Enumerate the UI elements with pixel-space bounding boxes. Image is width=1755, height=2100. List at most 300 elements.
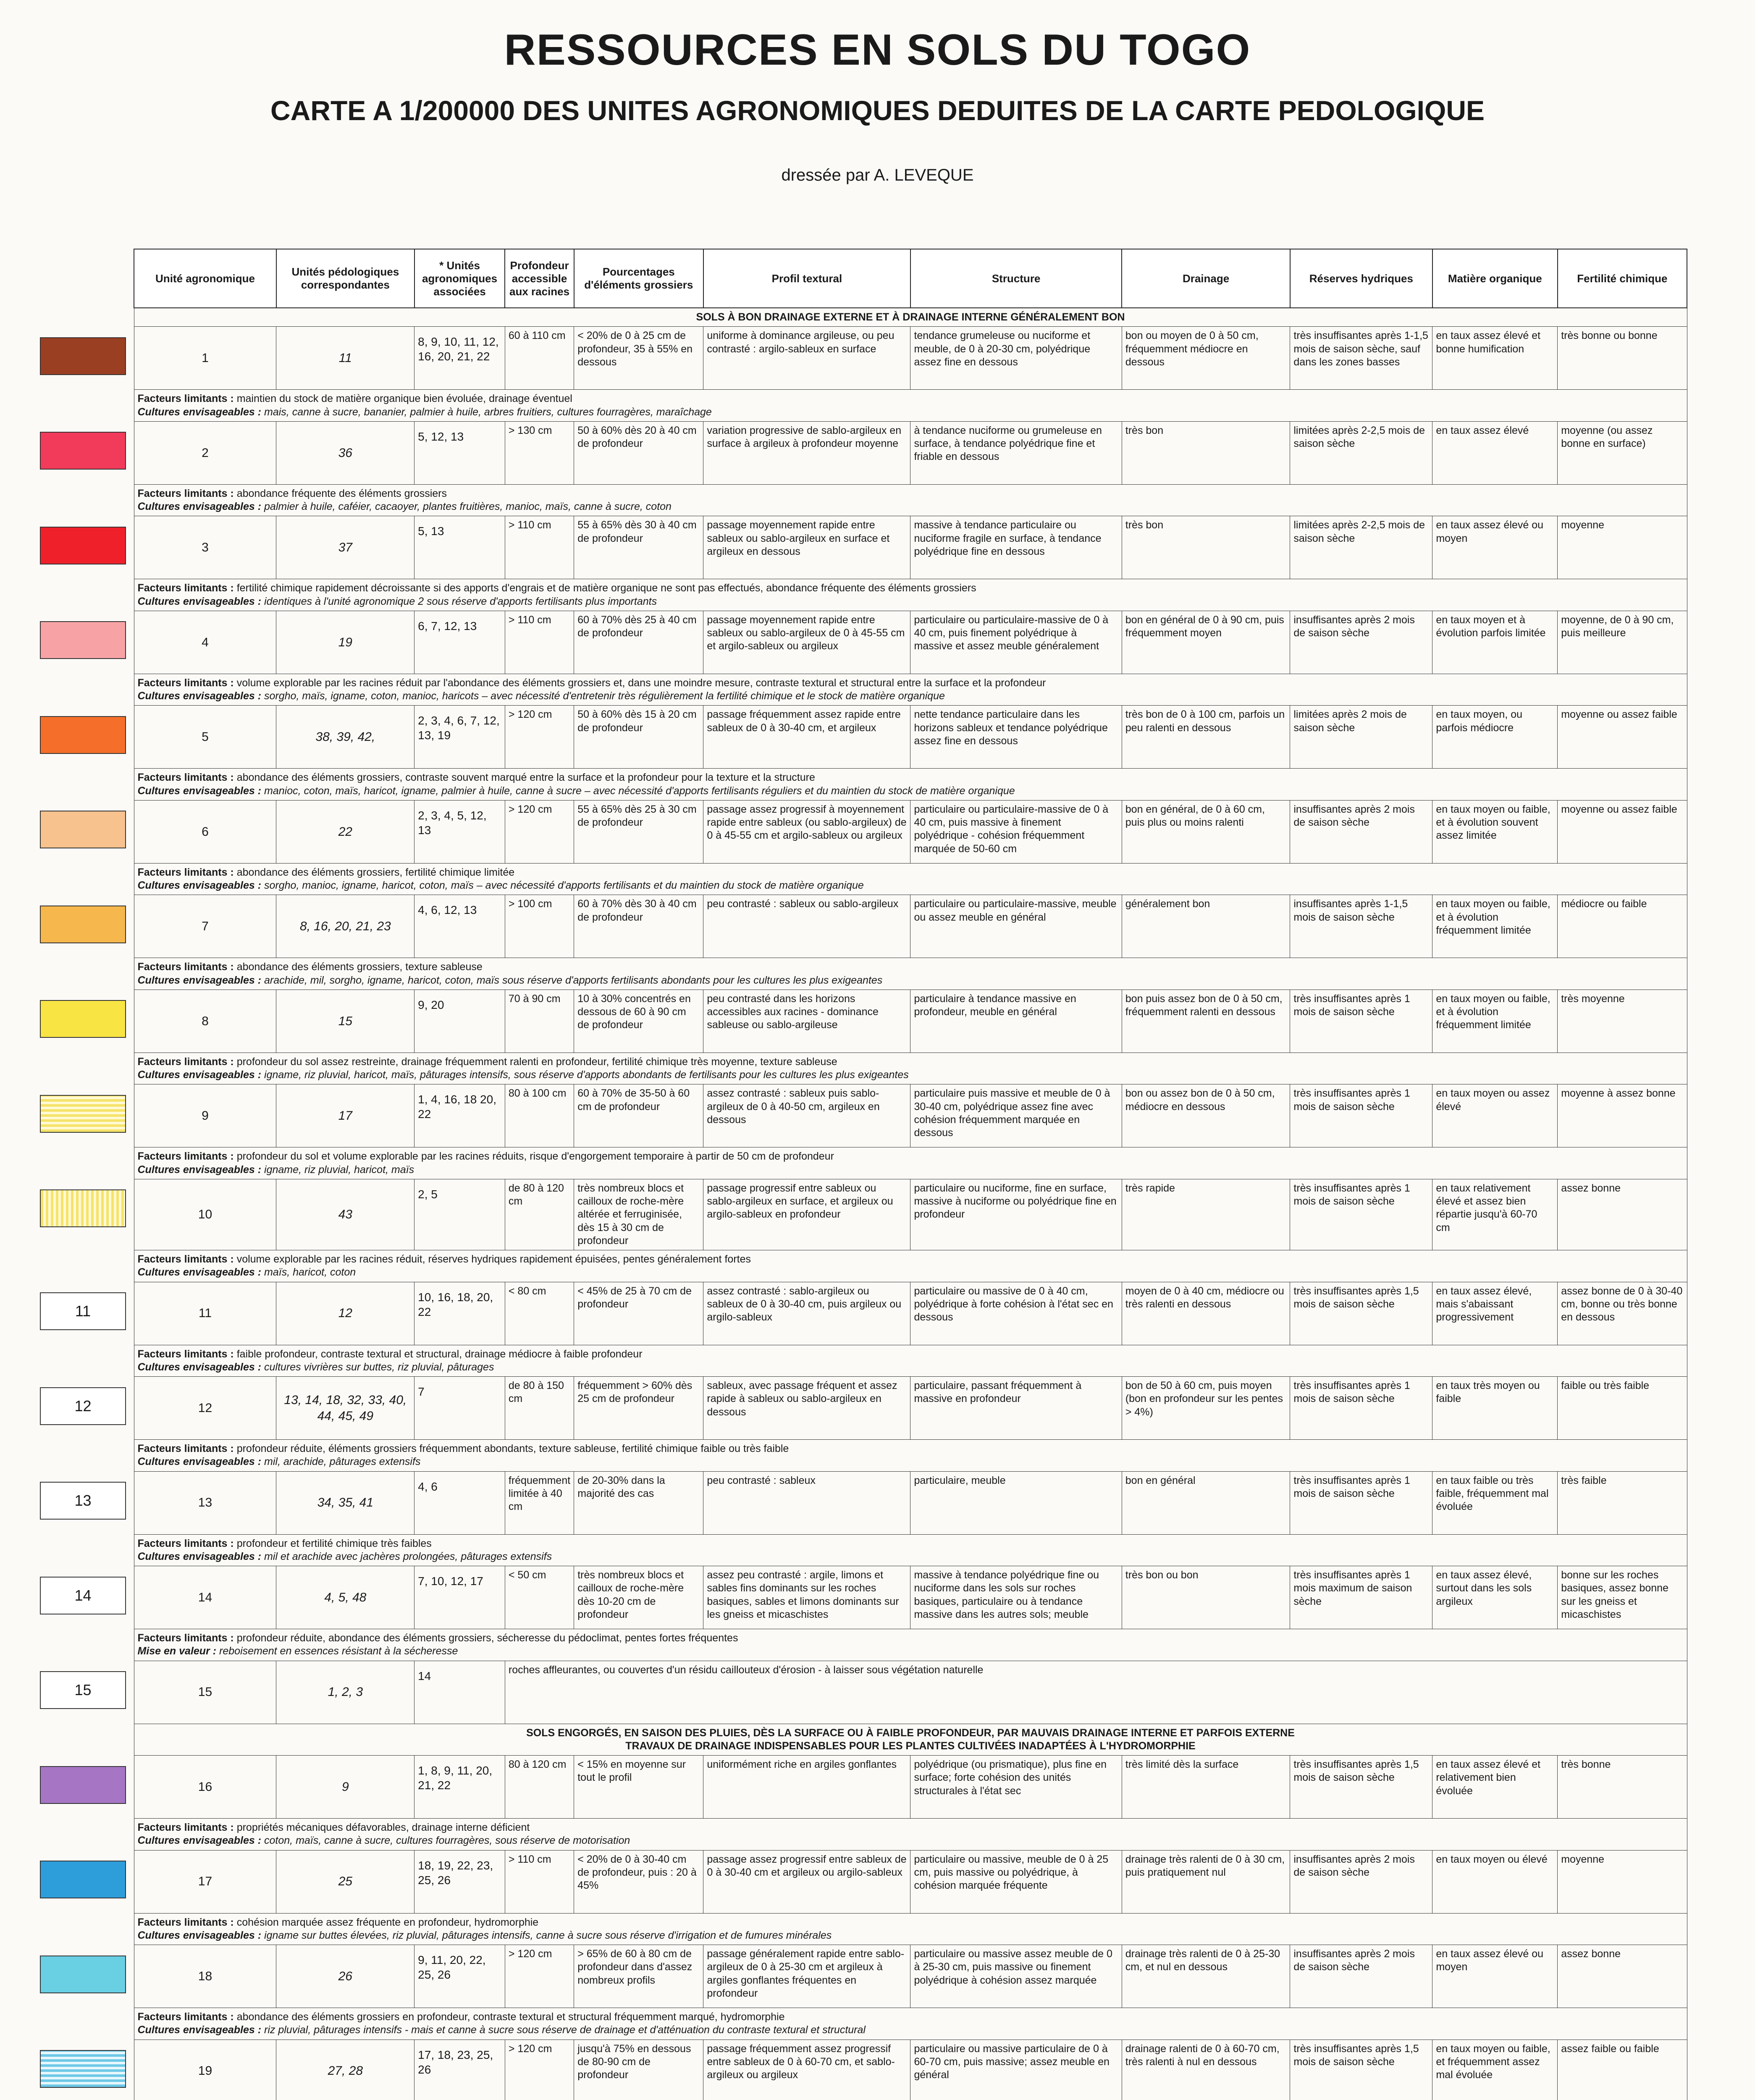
limiting-factors-cell xyxy=(134,2008,1687,2040)
associated-units: 14 xyxy=(414,1661,505,1724)
legend-swatch xyxy=(40,527,126,564)
organic-matter: en taux très moyen ou faible xyxy=(1432,1377,1558,1440)
limiting-factors-row xyxy=(134,1913,1687,1945)
column-header: Profil textural xyxy=(703,249,910,308)
column-header: Fertilité chimique xyxy=(1558,249,1687,308)
facteurs-label: Facteurs limitants : xyxy=(137,1150,234,1163)
cultures-label: Cultures envisageables : xyxy=(137,1163,262,1176)
legend-box-label: 12 xyxy=(74,1397,92,1415)
limiting-factors-cell xyxy=(134,1629,1687,1661)
textural-profile: peu contrasté dans les horizons accessibles aux racines - dominance sableuse ou sablo-argileuse xyxy=(703,990,910,1053)
textural-profile: sableux, avec passage fréquent et assez rapide à sableux ou sablo-argileux en dessous xyxy=(703,1377,910,1440)
structure: particulaire ou massive, meuble de 0 à 25 cm, puis massive ou polyédrique, à cohésion marquée fréquente xyxy=(910,1850,1122,1913)
limiting-factors-cell xyxy=(134,1913,1687,1945)
limiting-factors-row xyxy=(134,1629,1687,1661)
water-reserves: limitées après 2-2,5 mois de saison sèche xyxy=(1290,421,1432,484)
root-depth: > 110 cm xyxy=(505,1850,574,1913)
cultures-label: Cultures envisageables : xyxy=(137,1929,262,1941)
unit-number: 5 xyxy=(134,706,276,769)
unit-number: 10 xyxy=(134,1179,276,1250)
coarse-elements: < 20% de 0 à 30-40 cm de profondeur, puis : 20 à 45% xyxy=(574,1850,703,1913)
organic-matter: en taux assez élevé ou moyen xyxy=(1432,516,1558,579)
facteurs-label: Facteurs limitants : xyxy=(137,393,234,405)
limiting-factors-row xyxy=(134,390,1687,422)
facteurs-text: propriétés mécaniques défavorables, drainage interne déficient xyxy=(236,1822,530,1833)
legend-swatch xyxy=(40,1482,126,1520)
water-reserves: insuffisantes après 2 mois de saison sèche xyxy=(1290,1850,1432,1913)
legend-swatch xyxy=(40,811,126,848)
structure: particulaire ou particulaire-massive, meuble ou assez meuble en général xyxy=(910,895,1122,958)
drainage: très limité dès la surface xyxy=(1122,1756,1290,1819)
facteurs-text: abondance des éléments grossiers en profondeur, contraste textural et structural fréquemment marqué, hydromorphie xyxy=(236,2011,785,2023)
cultures-text: maïs, haricot, coton xyxy=(264,1266,356,1278)
facteurs-text: cohésion marquée assez fréquente en profondeur, hydromorphie xyxy=(236,1916,539,1928)
table-row xyxy=(134,706,1687,769)
associated-units: 9, 11, 20, 22, 25, 26 xyxy=(414,1945,505,2008)
water-reserves: insuffisantes après 2 mois de saison sèche xyxy=(1290,611,1432,674)
associated-units: 9, 20 xyxy=(414,990,505,1053)
mise-label: Mise en valeur : xyxy=(137,1645,217,1657)
facteurs-label: Facteurs limitants : xyxy=(137,487,234,499)
facteurs-label: Facteurs limitants : xyxy=(137,677,234,689)
root-depth: > 110 cm xyxy=(505,611,574,674)
organic-matter: en taux moyen ou faible, et à évolution souvent assez limitée xyxy=(1432,800,1558,863)
limiting-factors-row xyxy=(134,863,1687,895)
cultures-text: igname, riz pluvial, haricot, maïs xyxy=(264,1163,414,1176)
cultures-label: Cultures envisageables : xyxy=(137,879,262,891)
map-subtitle: CARTE A 1/200000 DES UNITES AGRONOMIQUES DEDUITES DE LA CARTE PEDOLOGIQUE xyxy=(270,95,1485,126)
limiting-factors-cell xyxy=(134,1345,1687,1377)
chemical-fertility: moyenne ou assez faible xyxy=(1558,706,1687,769)
organic-matter: en taux moyen ou assez élevé xyxy=(1432,1084,1558,1147)
table-row xyxy=(134,1471,1687,1534)
organic-matter: en taux assez élevé, mais s'abaissant progressivement xyxy=(1432,1282,1558,1345)
table-row xyxy=(134,800,1687,863)
water-reserves: très insuffisantes après 1 mois maximum de saison sèche xyxy=(1290,1566,1432,1629)
water-reserves: très insuffisantes après 1 mois de saison sèche xyxy=(1290,1377,1432,1440)
table-row xyxy=(134,1179,1687,1250)
limiting-factors-row xyxy=(134,1147,1687,1179)
facteurs-label: Facteurs limitants : xyxy=(137,772,234,784)
pedological-units: 27, 28 xyxy=(276,2040,414,2100)
pedological-units: 37 xyxy=(276,516,414,579)
table-row xyxy=(134,516,1687,579)
pedological-units: 43 xyxy=(276,1179,414,1250)
textural-profile: passage assez progressif à moyennement rapide entre sableux (ou sablo-argileux) de 0 à 45-55 cm et argilo-sableux ou argileux xyxy=(703,800,910,863)
table-row xyxy=(134,1566,1687,1629)
column-header: Matière organique xyxy=(1432,249,1558,308)
textural-profile: passage fréquemment assez rapide entre sableux de 0 à 30-40 cm, et argileux xyxy=(703,706,910,769)
associated-units: 17, 18, 23, 25, 26 xyxy=(414,2040,505,2100)
limiting-factors-row xyxy=(134,1534,1687,1566)
textural-profile: assez peu contrasté : argile, limons et sables fins dominants sur les roches basiques, sables et limons dominants sur les gneiss et micaschistes xyxy=(703,1566,910,1629)
coarse-elements: 10 à 30% concentrés en dessous de 60 à 90 cm de profondeur xyxy=(574,990,703,1053)
cultures-text: palmier à huile, caféier, cacaoyer, plantes fruitières, manioc, maïs, canne à sucre, coton xyxy=(264,501,672,512)
water-reserves: insuffisantes après 2 mois de saison sèche xyxy=(1290,1945,1432,2008)
cultures-text: sorgho, manioc, igname, haricot, coton, maïs – avec nécessité d'apports fertilisants et du maintien du stock de matière organique xyxy=(264,879,864,891)
facteurs-text: profondeur du sol assez restreinte, drainage fréquemment ralenti en profondeur, fertilité chimique très moyenne, texture sableuse xyxy=(236,1055,837,1068)
associated-units: 18, 19, 22, 23, 25, 26 xyxy=(414,1850,505,1913)
drainage: bon de 50 à 60 cm, puis moyen (bon en profondeur sur les pentes > 4%) xyxy=(1122,1377,1290,1440)
water-reserves: insuffisantes après 2 mois de saison sèche xyxy=(1290,800,1432,863)
root-depth: 70 à 90 cm xyxy=(505,990,574,1053)
pedological-units: 13, 14, 18, 32, 33, 40, 44, 45, 49 xyxy=(276,1377,414,1440)
pedological-units: 4, 5, 48 xyxy=(276,1566,414,1629)
table-row xyxy=(134,611,1687,674)
limiting-factors-cell xyxy=(134,1053,1687,1084)
root-depth: > 130 cm xyxy=(505,421,574,484)
water-reserves: très insuffisantes après 1,5 mois de saison sèche xyxy=(1290,1756,1432,1819)
structure: tendance grumeleuse ou nuciforme et meuble, de 0 à 20-30 cm, polyédrique assez fine en dessous xyxy=(910,327,1122,390)
textural-profile: peu contrasté : sableux ou sablo-argileux xyxy=(703,895,910,958)
drainage: très bon xyxy=(1122,516,1290,579)
table-row xyxy=(134,421,1687,484)
root-depth: de 80 à 150 cm xyxy=(505,1377,574,1440)
drainage: très bon xyxy=(1122,421,1290,484)
drainage: bon en général de 0 à 90 cm, puis fréquemment moyen xyxy=(1122,611,1290,674)
textural-profile: passage progressif entre sableux ou sablo-argileux en surface, et argileux ou argilo-sableux en profondeur xyxy=(703,1179,910,1250)
legend-swatch xyxy=(40,337,126,375)
coarse-elements: 60 à 70% de 35-50 à 60 cm de profondeur xyxy=(574,1084,703,1147)
water-reserves: très insuffisantes après 1,5 mois de saison sèche xyxy=(1290,1282,1432,1345)
section-heading-row xyxy=(134,1724,1687,1756)
associated-units: 7 xyxy=(414,1377,505,1440)
drainage: très rapide xyxy=(1122,1179,1290,1250)
drainage: drainage très ralenti de 0 à 25-30 cm, et nul en dessous xyxy=(1122,1945,1290,2008)
limiting-factors-row xyxy=(134,484,1687,516)
legend-swatch xyxy=(40,1766,126,1804)
textural-profile: peu contrasté : sableux xyxy=(703,1471,910,1534)
organic-matter: en taux assez élevé et relativement bien évoluée xyxy=(1432,1756,1558,1819)
coarse-elements: < 15% en moyenne sur tout le profil xyxy=(574,1756,703,1819)
associated-units: 4, 6, 12, 13 xyxy=(414,895,505,958)
limiting-factors-row xyxy=(134,1345,1687,1377)
facteurs-text: abondance des éléments grossiers, fertilité chimique limitée xyxy=(236,866,515,878)
limiting-factors-row xyxy=(134,2008,1687,2040)
section-title: SOLS ENGORGÉS, EN SAISON DES PLUIES, DÈS LA SURFACE OU À FAIBLE PROFONDEUR, PAR MAUVAIS DRAINAGE INTERNE ET PARFOIS EXTERNE xyxy=(526,1727,1295,1739)
chemical-fertility: assez faible ou faible xyxy=(1558,2040,1687,2100)
pedological-units: 17 xyxy=(276,1084,414,1147)
root-depth: < 50 cm xyxy=(505,1566,574,1629)
section-heading xyxy=(134,308,1687,327)
structure: massive à tendance polyédrique fine ou nuciforme dans les sols sur roches basiques, particulaire ou à tendance massive dans les autres sols; meuble xyxy=(910,1566,1122,1629)
structure: particulaire ou massive assez meuble de 0 à 25-30 cm, puis massive ou finement polyédrique à cohésion assez marquée xyxy=(910,1945,1122,2008)
structure: particulaire, passant fréquemment à massive en profondeur xyxy=(910,1377,1122,1440)
root-depth: 80 à 120 cm xyxy=(505,1756,574,1819)
unit-number: 6 xyxy=(134,800,276,863)
cultures-text: riz pluvial, pâturages intensifs - mais et canne à sucre sous réserve de drainage et d'atténuation du contraste textural et structural xyxy=(264,2024,866,2036)
drainage: bon en général, de 0 à 60 cm, puis plus ou moins ralenti xyxy=(1122,800,1290,863)
limiting-factors-cell xyxy=(134,484,1687,516)
structure: particulaire ou massive de 0 à 40 cm, polyédrique à forte cohésion à l'état sec en dessous xyxy=(910,1282,1122,1345)
legend-swatch xyxy=(40,716,126,754)
associated-units: 4, 6 xyxy=(414,1471,505,1534)
facteurs-text: fertilité chimique rapidement décroissante si des apports d'engrais et de matière organique ne sont pas effectués, abondance fréquente des éléments grossiers xyxy=(236,582,976,594)
column-header: Pourcentages d'éléments grossiers xyxy=(574,249,703,308)
water-reserves: très insuffisantes après 1,5 mois de saison sèche xyxy=(1290,2040,1432,2100)
cultures-text: mil et arachide avec jachères prolongées, pâturages extensifs xyxy=(264,1550,552,1562)
facteurs-text: faible profondeur, contraste textural et structural, drainage médiocre à faible profondeur xyxy=(236,1348,643,1360)
unit-number: 13 xyxy=(134,1471,276,1534)
legend-swatch xyxy=(40,906,126,943)
table-header-row xyxy=(134,249,1687,308)
column-header: Unités pédologiques correspondantes xyxy=(276,249,414,308)
cultures-label: Cultures envisageables : xyxy=(137,1456,262,1468)
textural-profile: passage moyennement rapide entre sableux ou sablo-argileux de 0 à 45-55 cm et argilo-sableux ou argileux xyxy=(703,611,910,674)
water-reserves: très insuffisantes après 1 mois de saison sèche xyxy=(1290,1084,1432,1147)
table-row xyxy=(134,895,1687,958)
chemical-fertility: moyenne (ou assez bonne en surface) xyxy=(1558,421,1687,484)
author-line: dressée par A. LEVEQUE xyxy=(781,166,974,184)
root-depth: < 80 cm xyxy=(505,1282,574,1345)
root-depth: > 110 cm xyxy=(505,516,574,579)
textural-profile: passage moyennement rapide entre sableux ou sablo-argileux en surface et argileux en dessous xyxy=(703,516,910,579)
legend-swatch xyxy=(40,1956,126,1993)
table-row xyxy=(134,2040,1687,2100)
column-header: Réserves hydriques xyxy=(1290,249,1432,308)
coarse-elements: très nombreux blocs et cailloux de roche-mère dès 10-20 cm de profondeur xyxy=(574,1566,703,1629)
chemical-fertility: assez bonne xyxy=(1558,1945,1687,2008)
cultures-label: Cultures envisageables : xyxy=(137,1266,262,1278)
organic-matter: en taux moyen et à évolution parfois limitée xyxy=(1432,611,1558,674)
textural-profile: uniformément riche en argiles gonflantes xyxy=(703,1756,910,1819)
unit-number: 2 xyxy=(134,421,276,484)
organic-matter: en taux assez élevé ou moyen xyxy=(1432,1945,1558,2008)
chemical-fertility: assez bonne de 0 à 30-40 cm, bonne ou très bonne en dessous xyxy=(1558,1282,1687,1345)
facteurs-label: Facteurs limitants : xyxy=(137,1253,234,1265)
agronomic-units-table xyxy=(134,249,1687,2100)
limiting-factors-row xyxy=(134,579,1687,611)
limiting-factors-cell xyxy=(134,1250,1687,1282)
facteurs-label: Facteurs limitants : xyxy=(137,1916,234,1928)
textural-profile: assez contrasté : sableux puis sablo-argileux de 0 à 40-50 cm, argileux en dessous xyxy=(703,1084,910,1147)
associated-units: 2, 5 xyxy=(414,1179,505,1250)
textural-profile: passage fréquemment assez progressif entre sableux de 0 à 60-70 cm, et sablo-argileux ou argileux xyxy=(703,2040,910,2100)
limiting-factors-cell xyxy=(134,579,1687,611)
coarse-elements: fréquemment > 60% dès 25 cm de profondeur xyxy=(574,1377,703,1440)
limiting-factors-row xyxy=(134,958,1687,990)
pedological-units: 15 xyxy=(276,990,414,1053)
table-row xyxy=(134,327,1687,390)
unit-number: 12 xyxy=(134,1377,276,1440)
cultures-label: Cultures envisageables : xyxy=(137,501,262,512)
organic-matter: en taux assez élevé, surtout dans les sols argileux xyxy=(1432,1566,1558,1629)
root-depth: > 120 cm xyxy=(505,706,574,769)
facteurs-text: profondeur réduite, éléments grossiers fréquemment abondants, texture sableuse, fertilité chimique faible ou très faible xyxy=(236,1443,789,1454)
water-reserves: insuffisantes après 1-1,5 mois de saison sèche xyxy=(1290,895,1432,958)
section-title: TRAVAUX DE DRAINAGE INDISPENSABLES POUR LES PLANTES CULTIVÉES INADAPTÉES À L'HYDROMORPHIE xyxy=(625,1740,1196,1752)
limiting-factors-row xyxy=(134,1250,1687,1282)
organic-matter: en taux moyen, ou parfois médiocre xyxy=(1432,706,1558,769)
section-title: SOLS À BON DRAINAGE EXTERNE ET À DRAINAGE INTERNE GÉNÉRALEMENT BON xyxy=(696,311,1125,323)
cultures-text: cultures vivrières sur buttes, riz pluvial, pâturages xyxy=(264,1361,494,1373)
root-depth: > 120 cm xyxy=(505,1945,574,2008)
pedological-units: 9 xyxy=(276,1756,414,1819)
root-depth: > 100 cm xyxy=(505,895,574,958)
drainage: moyen de 0 à 40 cm, médiocre ou très ralenti en dessous xyxy=(1122,1282,1290,1345)
root-depth: 60 à 110 cm xyxy=(505,327,574,390)
coarse-elements: très nombreux blocs et cailloux de roche-mère altérée et ferruginisée, dès 15 à 30 cm de profondeur xyxy=(574,1179,703,1250)
legend-swatch xyxy=(40,1861,126,1898)
coarse-elements: 60 à 70% dès 25 à 40 cm de profondeur xyxy=(574,611,703,674)
structure: particulaire puis massive et meuble de 0 à 30-40 cm, polyédrique assez fine avec cohésion fréquemment marquée en dessous xyxy=(910,1084,1122,1147)
facteurs-text: profondeur du sol et volume explorable par les racines réduits, risque d'engorgement temporaire à partir de 50 cm de profondeur xyxy=(236,1150,834,1163)
limiting-factors-cell xyxy=(134,390,1687,422)
coarse-elements: de 20-30% dans la majorité des cas xyxy=(574,1471,703,1534)
textural-profile: assez contrasté : sablo-argileux ou sableux de 0 à 30-40 cm, puis argileux ou argilo-sableux xyxy=(703,1282,910,1345)
textural-profile: uniforme à dominance argileuse, ou peu contrasté : argilo-sableux en surface xyxy=(703,327,910,390)
cultures-label: Cultures envisageables : xyxy=(137,406,262,418)
table-row xyxy=(134,1084,1687,1147)
coarse-elements: < 20% de 0 à 25 cm de profondeur, 35 à 55% en dessous xyxy=(574,327,703,390)
unit-number: 4 xyxy=(134,611,276,674)
water-reserves: limitées après 2-2,5 mois de saison sèche xyxy=(1290,516,1432,579)
coarse-elements: 60 à 70% dès 30 à 40 cm de profondeur xyxy=(574,895,703,958)
chemical-fertility: moyenne xyxy=(1558,516,1687,579)
root-depth: fréquemment limitée à 40 cm xyxy=(505,1471,574,1534)
facteurs-label: Facteurs limitants : xyxy=(137,2011,234,2023)
limiting-factors-cell xyxy=(134,769,1687,801)
cultures-label: Cultures envisageables : xyxy=(137,595,262,607)
limiting-factors-cell xyxy=(134,863,1687,895)
organic-matter: en taux faible ou très faible, fréquemment mal évoluée xyxy=(1432,1471,1558,1534)
facteurs-text: profondeur réduite, abondance des éléments grossiers, sécheresse du pédoclimat, pentes fortes fréquentes xyxy=(236,1632,738,1644)
pedological-units: 19 xyxy=(276,611,414,674)
table-row xyxy=(134,1756,1687,1819)
legend-swatch xyxy=(40,1577,126,1614)
cultures-text: igname, riz pluvial, haricot, maïs, pâturages intensifs, sous réserve d'apports abondants de fertilisants pour les cultures les plus exigeantes xyxy=(264,1069,909,1081)
pedological-units: 25 xyxy=(276,1850,414,1913)
structure: massive à tendance particulaire ou nuciforme fragile en surface, à tendance polyédrique fine en dessous xyxy=(910,516,1122,579)
textural-profile: passage généralement rapide entre sablo-argileux de 0 à 25-30 cm et argileux à argiles gonflantes fréquentes en profondeur xyxy=(703,1945,910,2008)
unit-number: 14 xyxy=(134,1566,276,1629)
mise-text: reboisement en essences résistant à la sécheresse xyxy=(219,1645,458,1657)
facteurs-label: Facteurs limitants : xyxy=(137,1055,234,1068)
special-description xyxy=(505,1661,1687,1724)
facteurs-label: Facteurs limitants : xyxy=(137,866,234,878)
limiting-factors-cell xyxy=(134,1534,1687,1566)
legend-swatch xyxy=(40,1292,126,1330)
facteurs-label: Facteurs limitants : xyxy=(137,1348,234,1360)
chemical-fertility: très bonne ou bonne xyxy=(1558,327,1687,390)
cultures-text: manioc, coton, maïs, haricot, igname, palmier à huile, canne à sucre – avec nécessité d'apports fertilisants réguliers et du maintien du stock de matière organique xyxy=(264,785,1015,797)
drainage: très bon de 0 à 100 cm, parfois un peu ralenti en dessous xyxy=(1122,706,1290,769)
associated-units: 8, 9, 10, 11, 12, 16, 20, 21, 22 xyxy=(414,327,505,390)
column-header: * Unités agronomiques associées xyxy=(414,249,505,308)
limiting-factors-row xyxy=(134,1440,1687,1472)
structure: particulaire, meuble xyxy=(910,1471,1122,1534)
structure: à tendance nuciforme ou grumeleuse en surface, à tendance polyédrique fine et friable en dessous xyxy=(910,421,1122,484)
limiting-factors-row xyxy=(134,1053,1687,1084)
unit-number: 18 xyxy=(134,1945,276,2008)
cultures-text: coton, maïs, canne à sucre, cultures fourragères, sous réserve de motorisation xyxy=(264,1835,630,1847)
legend-box-label: 15 xyxy=(74,1681,92,1698)
table-row xyxy=(134,1850,1687,1913)
cultures-label: Cultures envisageables : xyxy=(137,1069,262,1081)
table-row xyxy=(134,990,1687,1053)
facteurs-text: abondance des éléments grossiers, contraste souvent marqué entre la surface et la profondeur pour la texture et la structure xyxy=(236,772,815,784)
pedological-units: 1, 2, 3 xyxy=(276,1661,414,1724)
pedological-units: 22 xyxy=(276,800,414,863)
coarse-elements: jusqu'à 75% en dessous de 80-90 cm de profondeur xyxy=(574,2040,703,2100)
coarse-elements: 50 à 60% dès 15 à 20 cm de profondeur xyxy=(574,706,703,769)
column-header: Drainage xyxy=(1122,249,1290,308)
pedological-units: 8, 16, 20, 21, 23 xyxy=(276,895,414,958)
facteurs-label: Facteurs limitants : xyxy=(137,1822,234,1833)
organic-matter: en taux moyen ou faible, et à évolution fréquemment limitée xyxy=(1432,990,1558,1053)
drainage: très bon ou bon xyxy=(1122,1566,1290,1629)
organic-matter: en taux moyen ou élevé xyxy=(1432,1850,1558,1913)
column-header: Profondeur accessible aux racines xyxy=(505,249,574,308)
pedological-units: 34, 35, 41 xyxy=(276,1471,414,1534)
chemical-fertility: très moyenne xyxy=(1558,990,1687,1053)
coarse-elements: 55 à 65% dès 30 à 40 cm de profondeur xyxy=(574,516,703,579)
facteurs-label: Facteurs limitants : xyxy=(137,582,234,594)
facteurs-text: volume explorable par les racines réduit, réserves hydriques rapidement épuisées, pentes généralement fortes xyxy=(236,1253,751,1265)
organic-matter: en taux moyen ou faible, et fréquemment assez mal évoluée xyxy=(1432,2040,1558,2100)
pedological-units: 36 xyxy=(276,421,414,484)
chemical-fertility: moyenne à assez bonne xyxy=(1558,1084,1687,1147)
unit-number: 16 xyxy=(134,1756,276,1819)
pedological-units: 11 xyxy=(276,327,414,390)
cultures-text: mais, canne à sucre, bananier, palmier à huile, arbres fruitiers, cultures fourragères, maraîchage xyxy=(264,406,712,418)
drainage: drainage très ralenti de 0 à 30 cm, puis pratiquement nul xyxy=(1122,1850,1290,1913)
legend-swatch xyxy=(40,1671,126,1709)
structure: particulaire ou massive particulaire de 0 à 60-70 cm, puis massive; assez meuble en général xyxy=(910,2040,1122,2100)
unit-number: 19 xyxy=(134,2040,276,2100)
table-row xyxy=(134,1377,1687,1440)
cultures-text: mil, arachide, pâturages extensifs xyxy=(264,1456,421,1468)
root-depth: 80 à 100 cm xyxy=(505,1084,574,1147)
organic-matter: en taux relativement élevé et assez bien répartie jusqu'à 60-70 cm xyxy=(1432,1179,1558,1250)
associated-units: 5, 12, 13 xyxy=(414,421,505,484)
drainage: bon puis assez bon de 0 à 50 cm, fréquemment ralenti en dessous xyxy=(1122,990,1290,1053)
limiting-factors-row xyxy=(134,674,1687,706)
unit-number: 9 xyxy=(134,1084,276,1147)
organic-matter: en taux assez élevé xyxy=(1432,421,1558,484)
associated-units: 6, 7, 12, 13 xyxy=(414,611,505,674)
structure: particulaire ou particulaire-massive de 0 à 40 cm, puis massive à finement polyédrique - cohésion fréquemment marquée de 50-60 cm xyxy=(910,800,1122,863)
coarse-elements: < 45% de 25 à 70 cm de profondeur xyxy=(574,1282,703,1345)
facteurs-text: abondance des éléments grossiers, texture sableuse xyxy=(236,961,483,973)
facteurs-text: abondance fréquente des éléments grossiers xyxy=(236,487,447,499)
cultures-text: arachide, mil, sorgho, igname, haricot, coton, maïs sous réserve d'apports fertilisants abondants pour les cultures les plus exigeantes xyxy=(264,974,883,986)
coarse-elements: 50 à 60% dès 20 à 40 cm de profondeur xyxy=(574,421,703,484)
cultures-text: igname sur buttes élevées, riz pluvial, pâturages intensifs, canne à sucre sous réserve d'irrigation et de fumures minérales xyxy=(264,1929,832,1941)
drainage: généralement bon xyxy=(1122,895,1290,958)
column-header: Unité agronomique xyxy=(134,249,276,308)
water-reserves: très insuffisantes après 1 mois de saison sèche xyxy=(1290,1179,1432,1250)
associated-units: 7, 10, 12, 17 xyxy=(414,1566,505,1629)
section-heading xyxy=(134,1724,1687,1756)
coarse-elements: > 65% de 60 à 80 cm de profondeur dans d'assez nombreux profils xyxy=(574,1945,703,2008)
textural-profile: passage assez progressif entre sableux de 0 à 30-40 cm et argileux ou argilo-sableux xyxy=(703,1850,910,1913)
associated-units: 1, 4, 16, 18 20, 22 xyxy=(414,1084,505,1147)
legend-box-label: 11 xyxy=(75,1302,91,1320)
chemical-fertility: bonne sur les roches basiques, assez bonne sur les gneiss et micaschistes xyxy=(1558,1566,1687,1629)
special-text: roches affleurantes, ou couvertes d'un résidu caillouteux d'érosion - à laisser sous végétation naturelle xyxy=(508,1664,984,1676)
drainage: bon ou moyen de 0 à 50 cm, fréquemment médiocre en dessous xyxy=(1122,327,1290,390)
cultures-label: Cultures envisageables : xyxy=(137,974,262,986)
limiting-factors-cell xyxy=(134,674,1687,706)
organic-matter: en taux moyen ou faible, et à évolution fréquemment limitée xyxy=(1432,895,1558,958)
cultures-label: Cultures envisageables : xyxy=(137,2024,262,2036)
drainage: drainage ralenti de 0 à 60-70 cm, très ralenti à nul en dessous xyxy=(1122,2040,1290,2100)
facteurs-text: profondeur et fertilité chimique très faibles xyxy=(236,1537,432,1549)
chemical-fertility: très bonne xyxy=(1558,1756,1687,1819)
cultures-label: Cultures envisageables : xyxy=(137,785,262,797)
limiting-factors-cell xyxy=(134,1147,1687,1179)
